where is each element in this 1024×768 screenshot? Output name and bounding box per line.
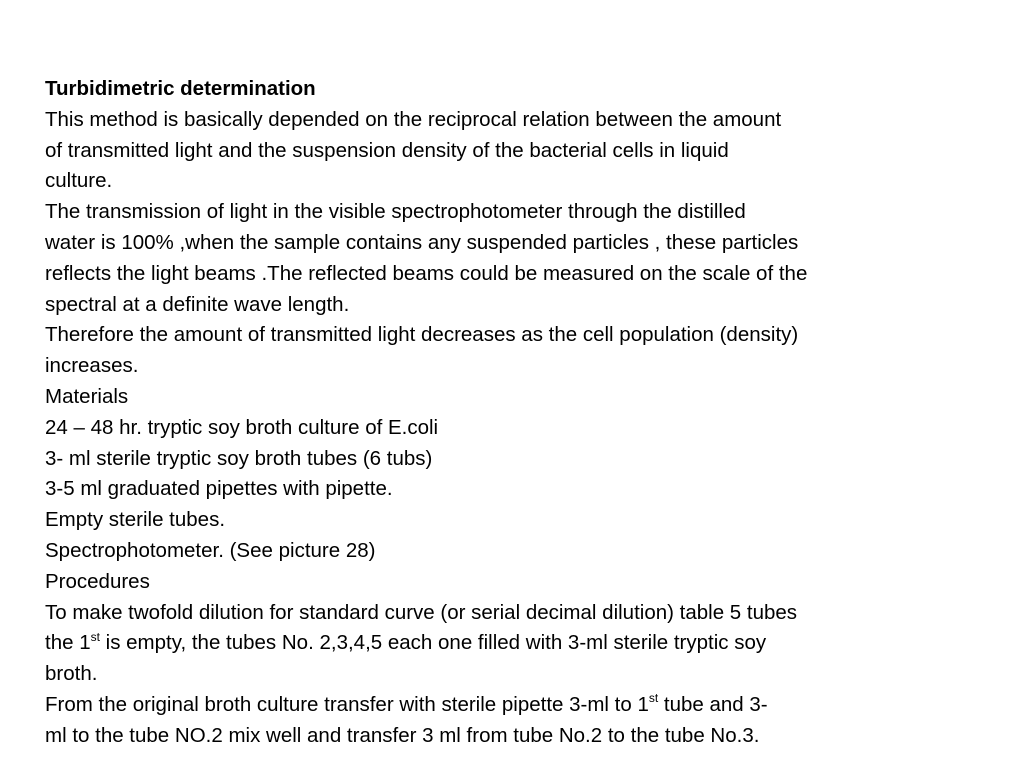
procedure-1-line-2-end: is empty, the tubes No. 2,3,4,5 each one filled with 3-ml sterile tryptic soy (99, 631, 767, 655)
transmission-line-1: The transmission of light in the visible spectrophotometer through the distilled (45, 200, 746, 224)
procedure-2-line-1-start: From the original broth culture transfer with sterile pipette 3-ml to 1 (45, 692, 649, 716)
slide-title: Turbidimetric determination (45, 77, 316, 100)
procedure-1-line-1: To make twofold dilution for standard curve (or serial decimal dilution) table 5 tubes (45, 600, 798, 624)
materials-item: 3- ml sterile tryptic soy broth tubes (6 tubs) (45, 446, 433, 470)
materials-heading: Materials (45, 384, 129, 408)
slide-body (45, 74, 985, 752)
materials-item: 3-5 ml graduated pipettes with pipette. (45, 477, 393, 501)
ordinal-superscript: st (90, 629, 100, 644)
materials-item: 24 – 48 hr. tryptic soy broth culture of E.coli (45, 415, 439, 439)
therefore-line-2: increases. (45, 354, 139, 378)
materials-item: Spectrophotometer. (See picture 28) (45, 538, 376, 562)
ordinal-superscript: st (648, 691, 659, 706)
transmission-line-2: water is 100% ,when the sample contains any suspended particles , these particles (45, 230, 799, 254)
transmission-line-4: spectral at a definite wave length. (45, 292, 350, 316)
intro-line-3: culture. (45, 169, 113, 193)
procedure-2-line-1 (45, 690, 985, 721)
procedure-1-line-2-start: the 1 (45, 631, 91, 655)
procedures-heading: Procedures (45, 569, 150, 593)
procedure-1-line-2 (45, 628, 985, 659)
therefore-line-1: Therefore the amount of transmitted light decreases as the cell population (density) (45, 323, 799, 347)
intro-line-1: This method is basically depended on the reciprocal relation between the amount (45, 107, 782, 131)
materials-item: Empty sterile tubes. (45, 508, 226, 532)
procedure-1-line-3: broth. (45, 662, 98, 686)
procedure-2-line-2: ml to the tube NO.2 mix well and transfer 3 ml from tube No.2 to the tube No.3. (45, 723, 760, 747)
intro-line-2: of transmitted light and the suspension density of the bacterial cells in liquid (45, 138, 729, 162)
transmission-line-3: reflects the light beams .The reflected beams could be measured on the scale of the (45, 261, 808, 285)
procedure-2-line-1-end: tube and 3- (658, 692, 768, 716)
